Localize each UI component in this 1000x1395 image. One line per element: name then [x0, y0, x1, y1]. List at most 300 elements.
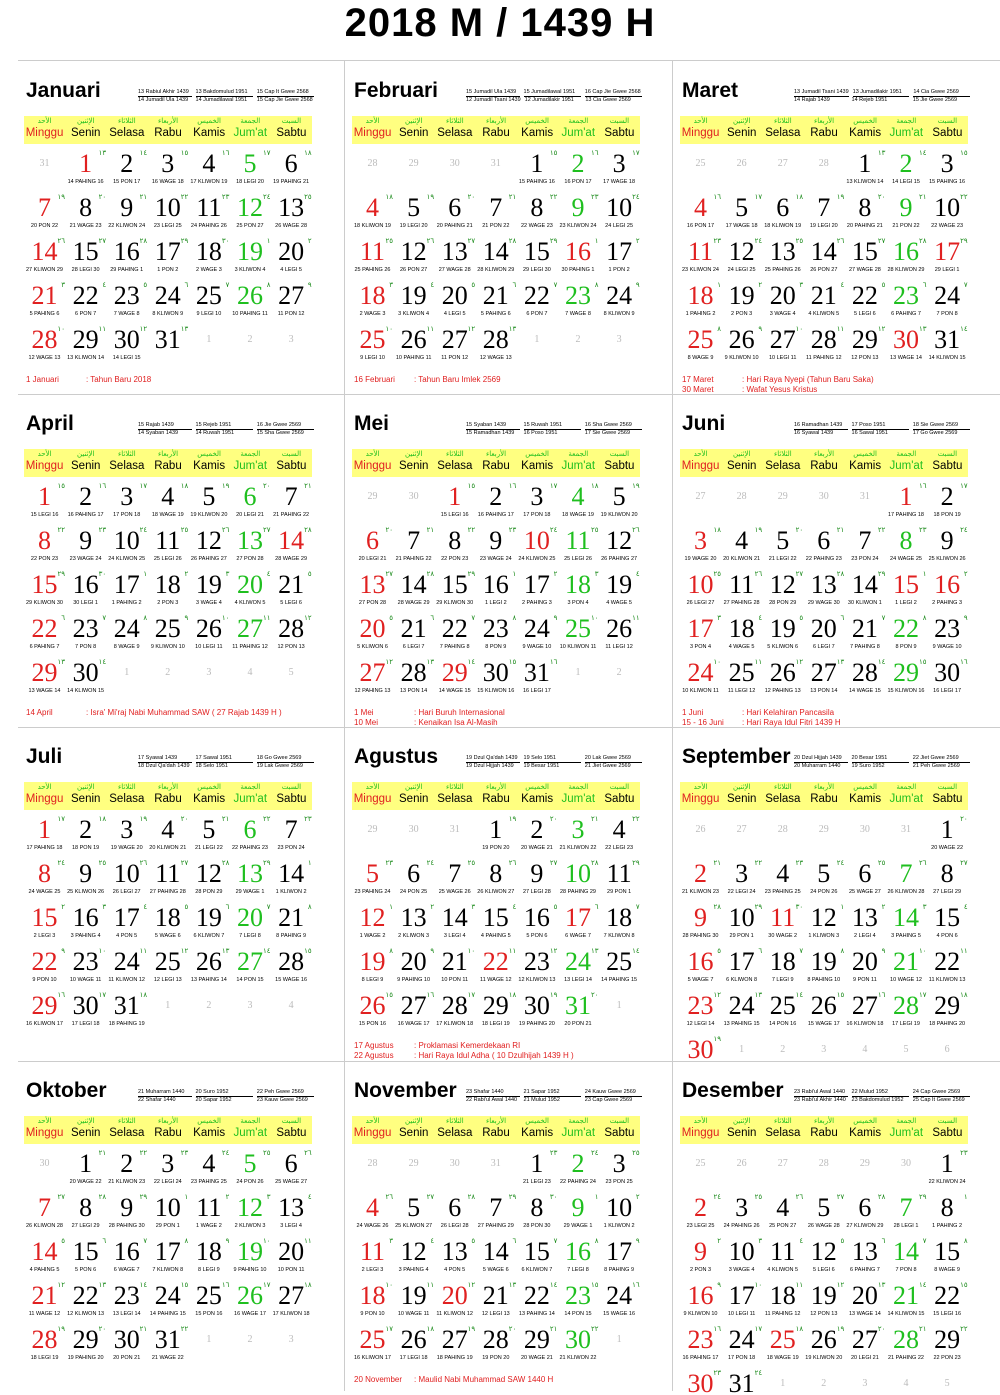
day-cell[interactable] [599, 1237, 640, 1281]
day-cell[interactable] [516, 614, 557, 658]
day-cell[interactable] [475, 658, 516, 702]
day-cell[interactable] [352, 903, 393, 947]
day-cell[interactable] [516, 903, 557, 947]
day-cell[interactable] [24, 570, 65, 614]
day-cell[interactable] [65, 658, 106, 702]
day-cell[interactable] [147, 1149, 188, 1193]
day-cell[interactable] [230, 947, 271, 991]
day-cell[interactable] [271, 237, 312, 281]
day-cell[interactable] [803, 658, 844, 702]
day-cell[interactable] [927, 237, 968, 281]
day-cell[interactable] [886, 149, 927, 193]
day-cell[interactable] [106, 237, 147, 281]
day-cell[interactable] [230, 614, 271, 658]
day-cell[interactable] [147, 1237, 188, 1281]
day-cell[interactable] [680, 903, 721, 947]
day-cell[interactable] [844, 1281, 885, 1325]
day-cell[interactable] [24, 991, 65, 1035]
day-cell[interactable] [434, 1237, 475, 1281]
day-cell[interactable] [762, 614, 803, 658]
day-cell[interactable] [65, 325, 106, 369]
day-cell[interactable] [844, 1237, 885, 1281]
day-cell[interactable] [762, 947, 803, 991]
day-cell[interactable] [599, 149, 640, 193]
day-cell[interactable] [147, 482, 188, 526]
day-cell[interactable] [475, 237, 516, 281]
day-cell[interactable] [927, 815, 968, 859]
day-cell[interactable] [927, 193, 968, 237]
day-cell[interactable] [680, 193, 721, 237]
day-cell[interactable] [803, 281, 844, 325]
day-cell[interactable] [475, 1325, 516, 1369]
day-cell[interactable] [475, 526, 516, 570]
day-cell[interactable] [271, 815, 312, 859]
day-cell[interactable] [65, 482, 106, 526]
day-cell[interactable] [434, 903, 475, 947]
day-cell[interactable] [558, 1281, 599, 1325]
day-cell[interactable] [106, 526, 147, 570]
day-cell[interactable] [516, 526, 557, 570]
day-cell[interactable] [65, 991, 106, 1035]
day-cell[interactable] [230, 1193, 271, 1237]
day-cell[interactable] [558, 149, 599, 193]
day-cell[interactable] [558, 1193, 599, 1237]
day-cell[interactable] [352, 325, 393, 369]
day-cell[interactable] [475, 570, 516, 614]
day-cell[interactable] [599, 614, 640, 658]
day-cell[interactable] [65, 1325, 106, 1369]
day-cell[interactable] [886, 1193, 927, 1237]
day-cell[interactable] [721, 281, 762, 325]
day-cell[interactable] [24, 1237, 65, 1281]
day-cell[interactable] [106, 947, 147, 991]
day-cell[interactable] [147, 614, 188, 658]
day-cell[interactable] [558, 193, 599, 237]
day-cell[interactable] [188, 1149, 229, 1193]
day-cell[interactable] [106, 193, 147, 237]
day-cell[interactable] [393, 281, 434, 325]
day-cell[interactable] [24, 237, 65, 281]
day-cell[interactable] [230, 1237, 271, 1281]
day-cell[interactable] [803, 1237, 844, 1281]
day-cell[interactable] [393, 193, 434, 237]
day-cell[interactable] [393, 237, 434, 281]
day-cell[interactable] [393, 325, 434, 369]
day-cell[interactable] [599, 526, 640, 570]
day-cell[interactable] [434, 614, 475, 658]
day-cell[interactable] [927, 149, 968, 193]
day-cell[interactable] [762, 859, 803, 903]
day-cell[interactable] [230, 526, 271, 570]
day-cell[interactable] [65, 149, 106, 193]
day-cell[interactable] [886, 947, 927, 991]
day-cell[interactable] [475, 193, 516, 237]
day-cell[interactable] [516, 1149, 557, 1193]
day-cell[interactable] [927, 991, 968, 1035]
day-cell[interactable] [188, 815, 229, 859]
day-cell[interactable] [434, 482, 475, 526]
day-cell[interactable] [886, 237, 927, 281]
day-cell[interactable] [803, 1281, 844, 1325]
day-cell[interactable] [599, 903, 640, 947]
day-cell[interactable] [352, 281, 393, 325]
day-cell[interactable] [927, 658, 968, 702]
day-cell[interactable] [106, 482, 147, 526]
day-cell[interactable] [230, 1281, 271, 1325]
day-cell[interactable] [147, 1193, 188, 1237]
day-cell[interactable] [434, 570, 475, 614]
day-cell[interactable] [721, 570, 762, 614]
day-cell[interactable] [886, 325, 927, 369]
day-cell[interactable] [230, 237, 271, 281]
day-cell[interactable] [393, 1325, 434, 1369]
day-cell[interactable] [352, 193, 393, 237]
day-cell[interactable] [352, 614, 393, 658]
day-cell[interactable] [188, 281, 229, 325]
day-cell[interactable] [352, 237, 393, 281]
day-cell[interactable] [352, 947, 393, 991]
day-cell[interactable] [24, 903, 65, 947]
day-cell[interactable] [599, 281, 640, 325]
day-cell[interactable] [680, 658, 721, 702]
day-cell[interactable] [188, 903, 229, 947]
day-cell[interactable] [844, 149, 885, 193]
day-cell[interactable] [147, 815, 188, 859]
day-cell[interactable] [516, 1193, 557, 1237]
day-cell[interactable] [188, 859, 229, 903]
day-cell[interactable] [271, 947, 312, 991]
day-cell[interactable] [680, 859, 721, 903]
day-cell[interactable] [599, 859, 640, 903]
day-cell[interactable] [844, 991, 885, 1035]
day-cell[interactable] [352, 658, 393, 702]
day-cell[interactable] [24, 614, 65, 658]
day-cell[interactable] [65, 947, 106, 991]
day-cell[interactable] [188, 1193, 229, 1237]
day-cell[interactable] [147, 325, 188, 369]
day-cell[interactable] [762, 991, 803, 1035]
day-cell[interactable] [762, 1193, 803, 1237]
day-cell[interactable] [886, 482, 927, 526]
day-cell[interactable] [230, 570, 271, 614]
day-cell[interactable] [393, 947, 434, 991]
day-cell[interactable] [352, 526, 393, 570]
day-cell[interactable] [271, 281, 312, 325]
day-cell[interactable] [803, 325, 844, 369]
day-cell[interactable] [886, 193, 927, 237]
day-cell[interactable] [721, 947, 762, 991]
day-cell[interactable] [147, 859, 188, 903]
day-cell[interactable] [886, 570, 927, 614]
day-cell[interactable] [393, 570, 434, 614]
day-cell[interactable] [393, 859, 434, 903]
day-cell[interactable] [147, 237, 188, 281]
day-cell[interactable] [558, 570, 599, 614]
day-cell[interactable] [230, 1149, 271, 1193]
day-cell[interactable] [65, 614, 106, 658]
day-cell[interactable] [927, 325, 968, 369]
day-cell[interactable] [106, 815, 147, 859]
day-cell[interactable] [721, 1193, 762, 1237]
day-cell[interactable] [803, 614, 844, 658]
day-cell[interactable] [844, 325, 885, 369]
day-cell[interactable] [558, 1237, 599, 1281]
day-cell[interactable] [434, 281, 475, 325]
day-cell[interactable] [147, 1325, 188, 1369]
day-cell[interactable] [558, 482, 599, 526]
day-cell[interactable] [230, 815, 271, 859]
day-cell[interactable] [475, 947, 516, 991]
day-cell[interactable] [106, 149, 147, 193]
day-cell[interactable] [516, 991, 557, 1035]
day-cell[interactable] [475, 482, 516, 526]
day-cell[interactable] [803, 1325, 844, 1369]
day-cell[interactable] [24, 1281, 65, 1325]
day-cell[interactable] [24, 281, 65, 325]
day-cell[interactable] [599, 1281, 640, 1325]
day-cell[interactable] [927, 1237, 968, 1281]
day-cell[interactable] [106, 325, 147, 369]
day-cell[interactable] [927, 614, 968, 658]
day-cell[interactable] [599, 1193, 640, 1237]
day-cell[interactable] [352, 570, 393, 614]
day-cell[interactable] [558, 1325, 599, 1369]
day-cell[interactable] [24, 482, 65, 526]
day-cell[interactable] [65, 815, 106, 859]
day-cell[interactable] [352, 1325, 393, 1369]
day-cell[interactable] [516, 193, 557, 237]
day-cell[interactable] [434, 947, 475, 991]
day-cell[interactable] [271, 193, 312, 237]
day-cell[interactable] [844, 193, 885, 237]
day-cell[interactable] [65, 1149, 106, 1193]
day-cell[interactable] [927, 482, 968, 526]
day-cell[interactable] [680, 1325, 721, 1369]
day-cell[interactable] [106, 1237, 147, 1281]
day-cell[interactable] [516, 281, 557, 325]
day-cell[interactable] [803, 859, 844, 903]
day-cell[interactable] [106, 1193, 147, 1237]
day-cell[interactable] [927, 1149, 968, 1193]
day-cell[interactable] [147, 947, 188, 991]
day-cell[interactable] [680, 991, 721, 1035]
day-cell[interactable] [680, 281, 721, 325]
day-cell[interactable] [516, 815, 557, 859]
day-cell[interactable] [844, 658, 885, 702]
day-cell[interactable] [188, 570, 229, 614]
day-cell[interactable] [558, 1149, 599, 1193]
day-cell[interactable] [721, 991, 762, 1035]
day-cell[interactable] [516, 570, 557, 614]
day-cell[interactable] [803, 947, 844, 991]
day-cell[interactable] [680, 526, 721, 570]
day-cell[interactable] [516, 149, 557, 193]
day-cell[interactable] [65, 281, 106, 325]
day-cell[interactable] [680, 325, 721, 369]
day-cell[interactable] [475, 991, 516, 1035]
day-cell[interactable] [680, 1237, 721, 1281]
day-cell[interactable] [844, 281, 885, 325]
day-cell[interactable] [886, 991, 927, 1035]
day-cell[interactable] [65, 526, 106, 570]
day-cell[interactable] [680, 1035, 721, 1061]
day-cell[interactable] [106, 1281, 147, 1325]
day-cell[interactable] [230, 193, 271, 237]
day-cell[interactable] [188, 1281, 229, 1325]
day-cell[interactable] [886, 658, 927, 702]
day-cell[interactable] [24, 815, 65, 859]
day-cell[interactable] [147, 1281, 188, 1325]
day-cell[interactable] [434, 526, 475, 570]
day-cell[interactable] [352, 1193, 393, 1237]
day-cell[interactable] [516, 1237, 557, 1281]
day-cell[interactable] [886, 614, 927, 658]
day-cell[interactable] [147, 903, 188, 947]
day-cell[interactable] [844, 859, 885, 903]
day-cell[interactable] [844, 1325, 885, 1369]
day-cell[interactable] [147, 149, 188, 193]
day-cell[interactable] [106, 859, 147, 903]
day-cell[interactable] [558, 281, 599, 325]
day-cell[interactable] [434, 1325, 475, 1369]
day-cell[interactable] [516, 482, 557, 526]
day-cell[interactable] [65, 237, 106, 281]
day-cell[interactable] [721, 1237, 762, 1281]
day-cell[interactable] [886, 281, 927, 325]
day-cell[interactable] [680, 1281, 721, 1325]
day-cell[interactable] [352, 1237, 393, 1281]
day-cell[interactable] [516, 237, 557, 281]
day-cell[interactable] [188, 526, 229, 570]
day-cell[interactable] [599, 815, 640, 859]
day-cell[interactable] [352, 1281, 393, 1325]
day-cell[interactable] [762, 193, 803, 237]
day-cell[interactable] [230, 149, 271, 193]
day-cell[interactable] [680, 614, 721, 658]
day-cell[interactable] [927, 1325, 968, 1369]
day-cell[interactable] [188, 614, 229, 658]
day-cell[interactable] [762, 325, 803, 369]
day-cell[interactable] [803, 526, 844, 570]
day-cell[interactable] [721, 658, 762, 702]
day-cell[interactable] [927, 281, 968, 325]
day-cell[interactable] [927, 526, 968, 570]
day-cell[interactable] [188, 237, 229, 281]
day-cell[interactable] [721, 859, 762, 903]
day-cell[interactable] [475, 1237, 516, 1281]
day-cell[interactable] [65, 1281, 106, 1325]
day-cell[interactable] [271, 614, 312, 658]
day-cell[interactable] [803, 237, 844, 281]
day-cell[interactable] [680, 237, 721, 281]
day-cell[interactable] [434, 1193, 475, 1237]
day-cell[interactable] [434, 991, 475, 1035]
day-cell[interactable] [844, 570, 885, 614]
day-cell[interactable] [762, 281, 803, 325]
day-cell[interactable] [762, 1325, 803, 1369]
day-cell[interactable] [65, 1237, 106, 1281]
day-cell[interactable] [558, 947, 599, 991]
day-cell[interactable] [927, 1281, 968, 1325]
day-cell[interactable] [271, 859, 312, 903]
day-cell[interactable] [434, 658, 475, 702]
day-cell[interactable] [271, 1193, 312, 1237]
day-cell[interactable] [803, 193, 844, 237]
day-cell[interactable] [762, 658, 803, 702]
day-cell[interactable] [886, 1325, 927, 1369]
day-cell[interactable] [271, 1237, 312, 1281]
day-cell[interactable] [599, 237, 640, 281]
day-cell[interactable] [147, 570, 188, 614]
day-cell[interactable] [24, 947, 65, 991]
day-cell[interactable] [475, 1193, 516, 1237]
day-cell[interactable] [393, 526, 434, 570]
day-cell[interactable] [434, 325, 475, 369]
day-cell[interactable] [762, 526, 803, 570]
day-cell[interactable] [230, 482, 271, 526]
day-cell[interactable] [188, 149, 229, 193]
day-cell[interactable] [886, 1281, 927, 1325]
day-cell[interactable] [762, 570, 803, 614]
day-cell[interactable] [844, 903, 885, 947]
day-cell[interactable] [65, 903, 106, 947]
day-cell[interactable] [516, 1281, 557, 1325]
day-cell[interactable] [147, 526, 188, 570]
day-cell[interactable] [106, 1325, 147, 1369]
day-cell[interactable] [844, 1193, 885, 1237]
day-cell[interactable] [721, 1325, 762, 1369]
day-cell[interactable] [24, 1193, 65, 1237]
day-cell[interactable] [721, 1369, 762, 1395]
day-cell[interactable] [927, 1193, 968, 1237]
day-cell[interactable] [106, 991, 147, 1035]
day-cell[interactable] [558, 903, 599, 947]
day-cell[interactable] [393, 991, 434, 1035]
day-cell[interactable] [230, 281, 271, 325]
day-cell[interactable] [599, 482, 640, 526]
day-cell[interactable] [475, 281, 516, 325]
day-cell[interactable] [106, 1149, 147, 1193]
day-cell[interactable] [886, 859, 927, 903]
day-cell[interactable] [558, 859, 599, 903]
day-cell[interactable] [434, 193, 475, 237]
day-cell[interactable] [65, 859, 106, 903]
day-cell[interactable] [680, 1369, 721, 1395]
day-cell[interactable] [271, 482, 312, 526]
day-cell[interactable] [844, 947, 885, 991]
day-cell[interactable] [599, 193, 640, 237]
day-cell[interactable] [24, 1325, 65, 1369]
day-cell[interactable] [927, 859, 968, 903]
day-cell[interactable] [558, 237, 599, 281]
day-cell[interactable] [106, 614, 147, 658]
day-cell[interactable] [803, 1193, 844, 1237]
day-cell[interactable] [393, 903, 434, 947]
day-cell[interactable] [721, 1281, 762, 1325]
day-cell[interactable] [24, 325, 65, 369]
day-cell[interactable] [886, 526, 927, 570]
day-cell[interactable] [271, 903, 312, 947]
day-cell[interactable] [106, 281, 147, 325]
day-cell[interactable] [65, 570, 106, 614]
day-cell[interactable] [721, 325, 762, 369]
day-cell[interactable] [475, 325, 516, 369]
day-cell[interactable] [106, 570, 147, 614]
day-cell[interactable] [803, 991, 844, 1035]
day-cell[interactable] [762, 1281, 803, 1325]
day-cell[interactable] [271, 149, 312, 193]
day-cell[interactable] [927, 570, 968, 614]
